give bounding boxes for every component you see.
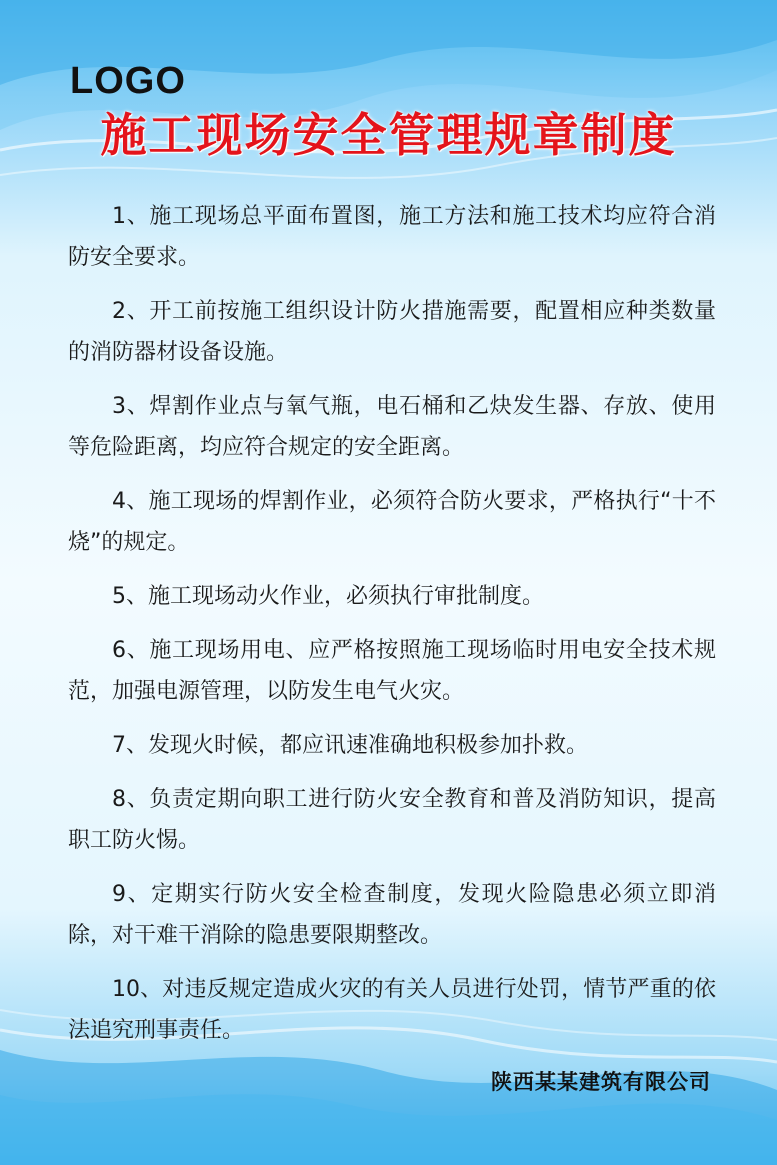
company-name: 陕西某某建筑有限公司 xyxy=(491,1070,711,1094)
rule-item-5: 5、施工现场动火作业，必须执行审批制度。 xyxy=(112,584,544,609)
logo-text: LOGO xyxy=(70,60,186,102)
page-title: 施工现场安全管理规章制度 xyxy=(100,108,677,162)
rule-item-4: 4、施工现场的焊割作业，必须符合防火要求，严格执行“十不烧”的规定。 xyxy=(68,489,716,555)
rule-item-7: 7、发现火时候，都应讯速准确地积极参加扑救。 xyxy=(112,733,588,758)
rule-item-9: 9、定期实行防火安全检查制度，发现火险隐患必须立即消除，对干难干消除的隐患要限期整改。 xyxy=(68,882,716,948)
rule-item-3: 3、焊割作业点与氧气瓶，电石桶和乙炔发生器、存放、使用等危险距离，均应符合规定的安全距离。 xyxy=(68,394,716,460)
rule-item-6: 6、施工现场用电、应严格按照施工现场临时用电安全技术规范，加强电源管理，以防发生电气火灾。 xyxy=(68,638,716,704)
rule-item-10: 10、对违反规定造成火灾的有关人员进行处罚，情节严重的依法追究刑事责任。 xyxy=(68,977,716,1043)
rule-item-2: 2、开工前按施工组织设计防火措施需要，配置相应种类数量的消防器材设备设施。 xyxy=(68,299,716,365)
rules-list xyxy=(68,196,716,1064)
rule-item-8: 8、负责定期向职工进行防火安全教育和普及消防知识，提高职工防火惕。 xyxy=(68,787,716,853)
rule-item-1: 1、施工现场总平面布置图，施工方法和施工技术均应符合消防安全要求。 xyxy=(68,204,716,270)
